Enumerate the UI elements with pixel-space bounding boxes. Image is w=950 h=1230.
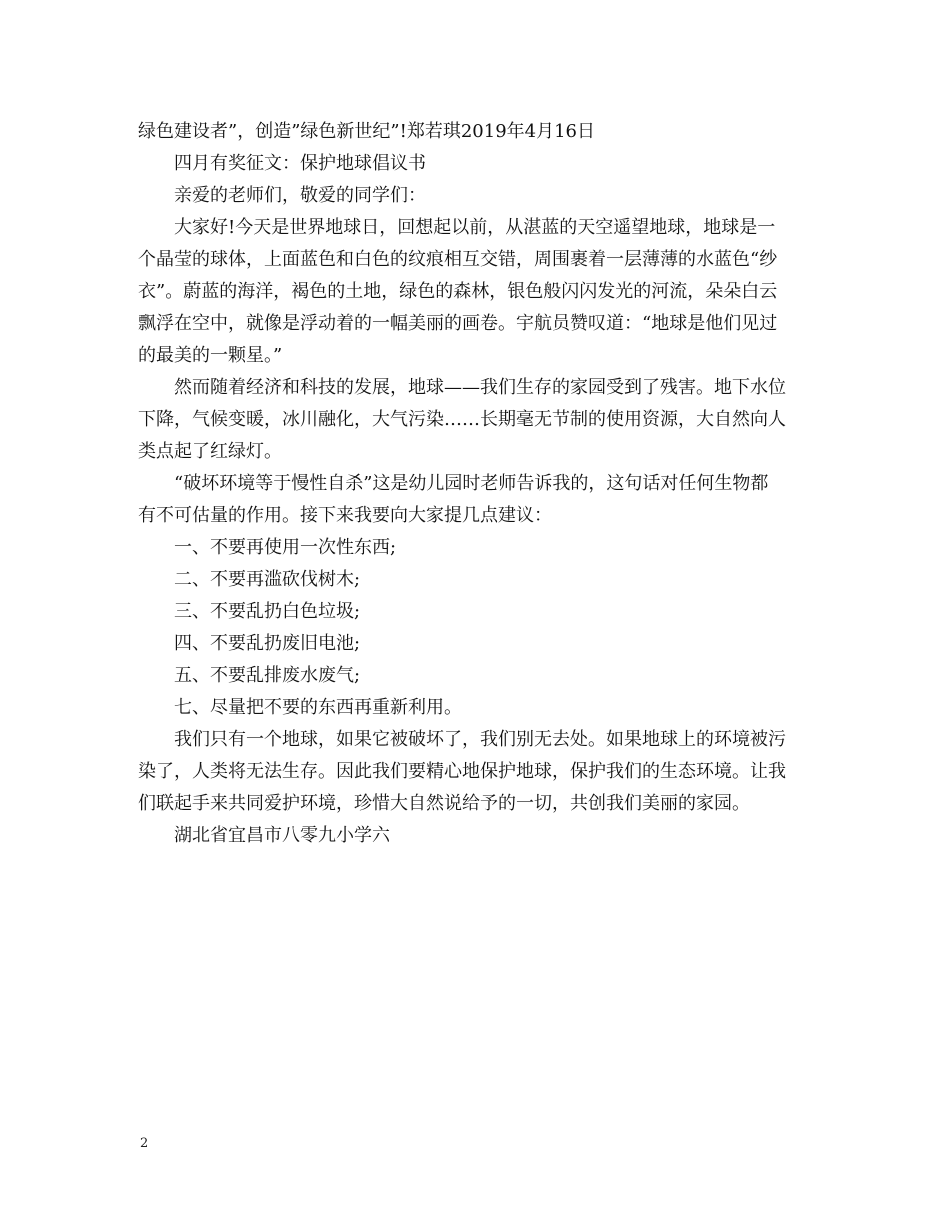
suggestion-item: 二、不要再滥砍伐树木; — [174, 569, 361, 590]
text-line: 类点起了红绿灯。 — [138, 441, 282, 462]
document-body — [138, 116, 818, 852]
salutation: 亲爱的老师们，敬爱的同学们： — [174, 185, 426, 206]
suggestion-item: 七、尽量把不要的东西再重新利用。 — [174, 697, 462, 718]
text-line: 绿色建设者”，创造”绿色新世纪”!郑若琪2019年4月16日 — [138, 121, 596, 142]
text-line: 飘浮在空中，就像是浮动着的一幅美丽的画卷。宇航员赞叹道：“地球是他们见过 — [138, 313, 778, 334]
author-school: 湖北省宜昌市八零九小学六 — [174, 825, 390, 846]
text-line: 然而随着经济和科技的发展，地球——我们生存的家园受到了残害。地下水位 — [174, 377, 786, 398]
text-line: 下降，气候变暖，冰川融化，大气污染……长期毫无节制的使用资源，大自然向人 — [138, 409, 786, 430]
text-line: “破坏环境等于慢性自杀”这是幼儿园时老师告诉我的，这句话对任何生物都 — [174, 473, 769, 494]
suggestion-item: 三、不要乱扔白色垃圾; — [174, 601, 361, 622]
text-line: 染了，人类将无法生存。因此我们要精心地保护地球，保护我们的生态环境。让我 — [138, 761, 786, 782]
article-title: 四月有奖征文：保护地球倡议书 — [174, 153, 426, 174]
text-line: 们联起手来共同爱护环境，珍惜大自然说给予的一切，共创我们美丽的家园。 — [138, 793, 750, 814]
suggestion-item: 四、不要乱扔废旧电池; — [174, 633, 361, 654]
text-line: 我们只有一个地球，如果它被破坏了，我们别无去处。如果地球上的环境被污 — [174, 729, 786, 750]
suggestion-item: 一、不要再使用一次性东西; — [174, 537, 397, 558]
suggestion-item: 五、不要乱排废水废气; — [174, 665, 361, 686]
text-line: 衣”。蔚蓝的海洋，褐色的土地，绿色的森林，银色般闪闪发光的河流，朵朵白云 — [138, 281, 778, 302]
text-line: 个晶莹的球体，上面蓝色和白色的纹痕相互交错，周围裹着一层薄薄的水蓝色“纱 — [138, 249, 778, 270]
text-line: 大家好!今天是世界地球日，回想起以前，从湛蓝的天空遥望地球，地球是一 — [174, 217, 776, 238]
text-line: 的最美的一颗星。” — [138, 345, 283, 366]
page-number: 2 — [140, 1136, 149, 1151]
text-line: 有不可估量的作用。接下来我要向大家提几点建议： — [138, 505, 552, 526]
